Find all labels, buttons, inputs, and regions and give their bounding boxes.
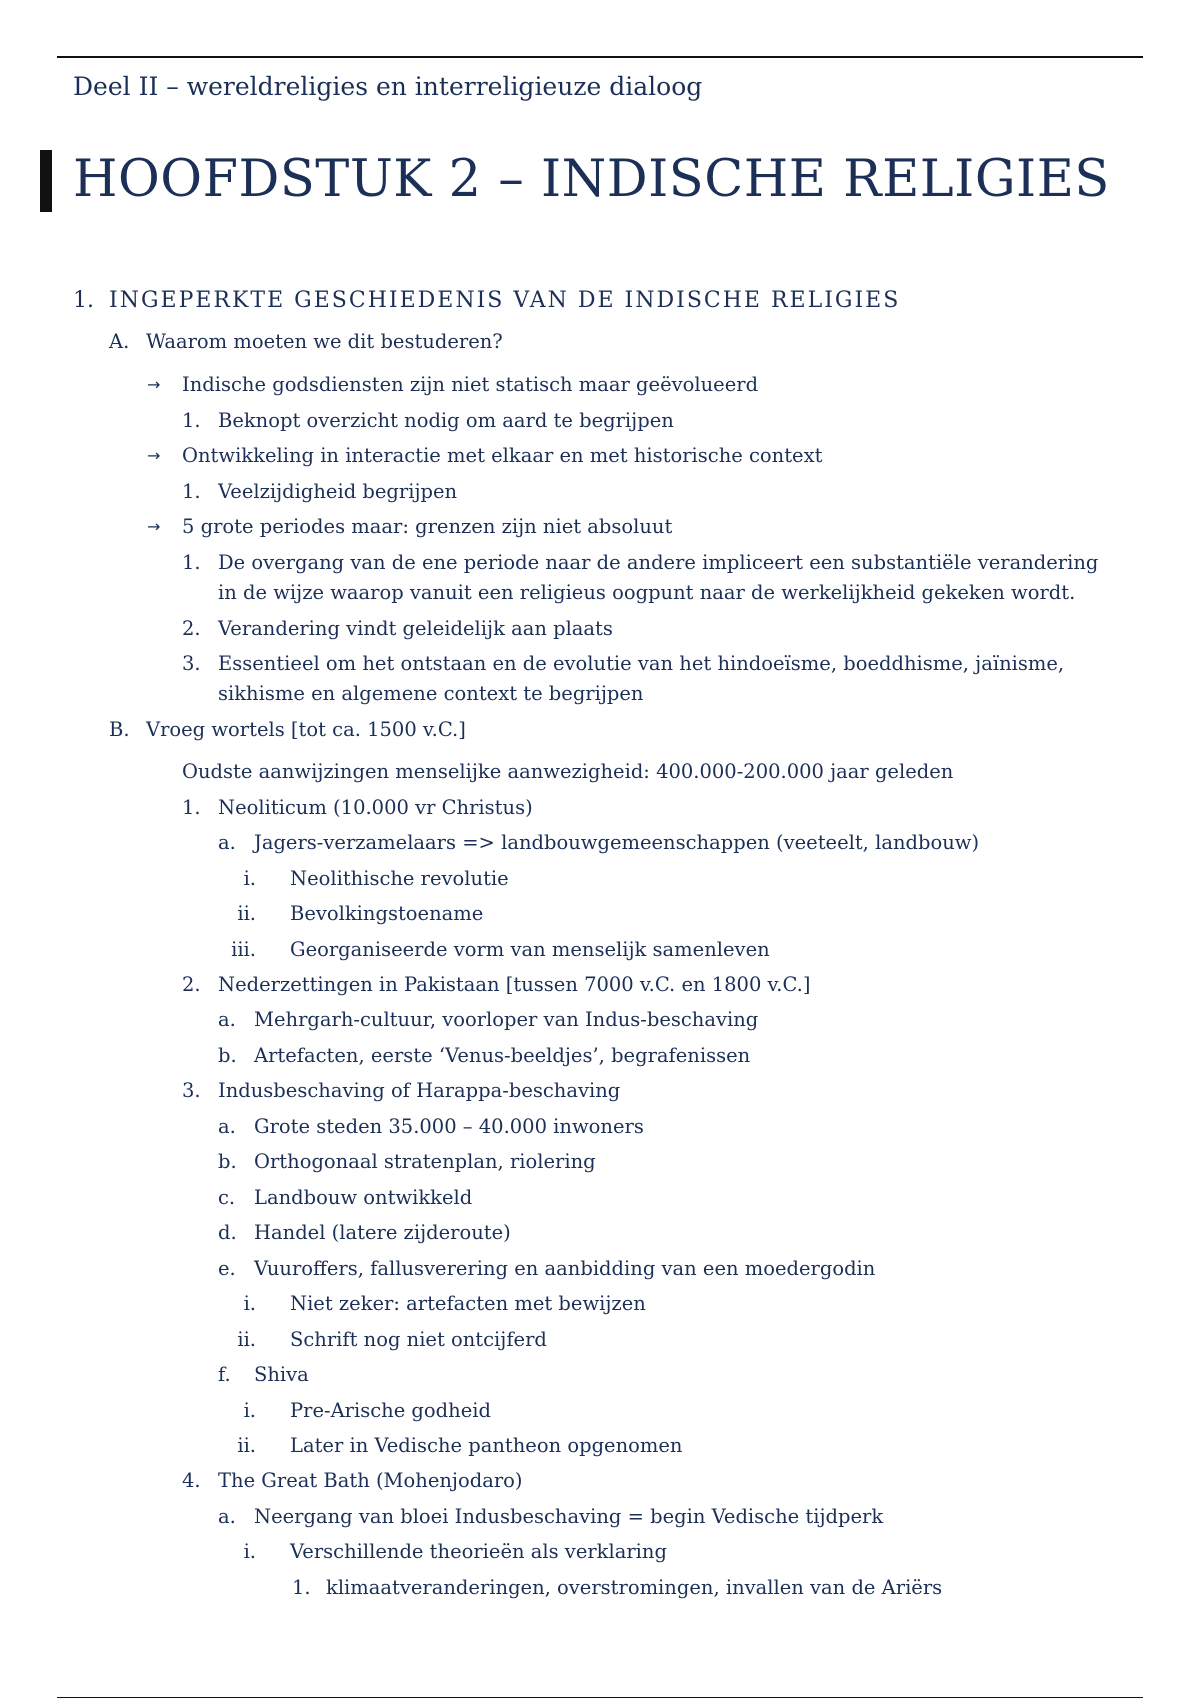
arrow-icon: → (147, 517, 161, 536)
top-rule (57, 56, 1143, 58)
arrow-icon: → (147, 375, 161, 394)
bottom-rule (57, 1697, 1143, 1698)
section-title-text: INGEPERKTE GESCHIEDENIS VAN DE INDISCHE RELIGIES (109, 288, 901, 313)
document-header: Deel II – wereldreligies en interreligieuze dialoog (73, 72, 703, 101)
section-heading (73, 288, 900, 313)
arrow-icon: → (147, 446, 161, 465)
chapter-title: HOOFDSTUK 2 – INDISCHE RELIGIES (73, 150, 1110, 209)
chapter-accent-bar (40, 150, 52, 212)
section-number: 1. (73, 288, 94, 313)
